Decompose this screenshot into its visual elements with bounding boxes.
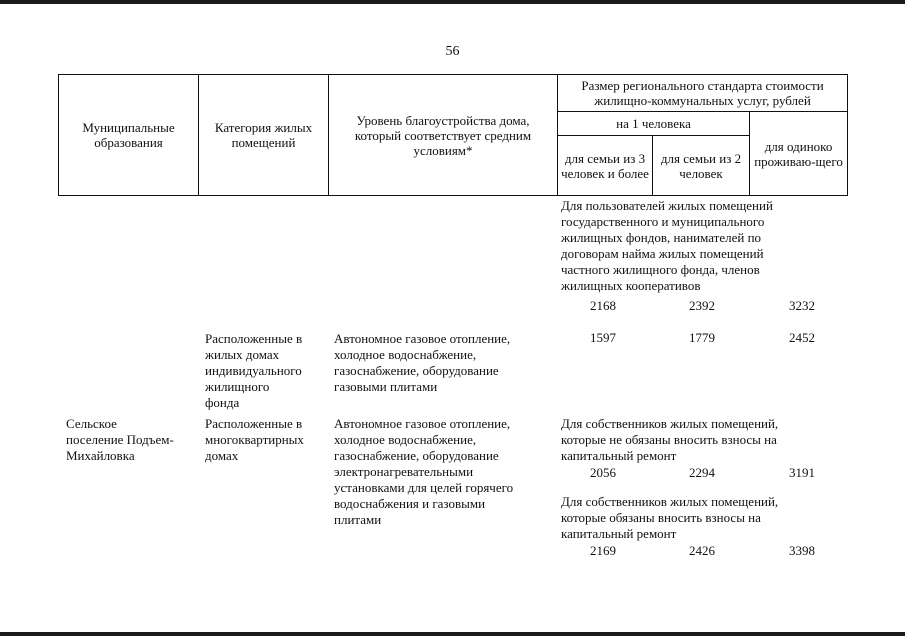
col-standard: Размер регионального стандарта стоимости жилищно-коммунальных услуг, рублей [558, 75, 848, 112]
header-table [58, 74, 848, 196]
bottom-border-bar [0, 632, 905, 636]
col-category: Категория жилых помещений [199, 75, 329, 196]
col-single: для одиноко проживаю-щего [750, 112, 848, 196]
top-border-bar [0, 0, 905, 4]
col-family3: для семьи из 3 человек и более [558, 136, 653, 196]
col-per-person: на 1 человека [558, 112, 750, 136]
col-level: Уровень благоустройства дома, который соответствует средним условиям* [329, 75, 558, 196]
col-municipal: Муниципальные образования [59, 75, 199, 196]
page-number: 56 [445, 44, 460, 59]
col-family2: для семьи из 2 человек [653, 136, 750, 196]
